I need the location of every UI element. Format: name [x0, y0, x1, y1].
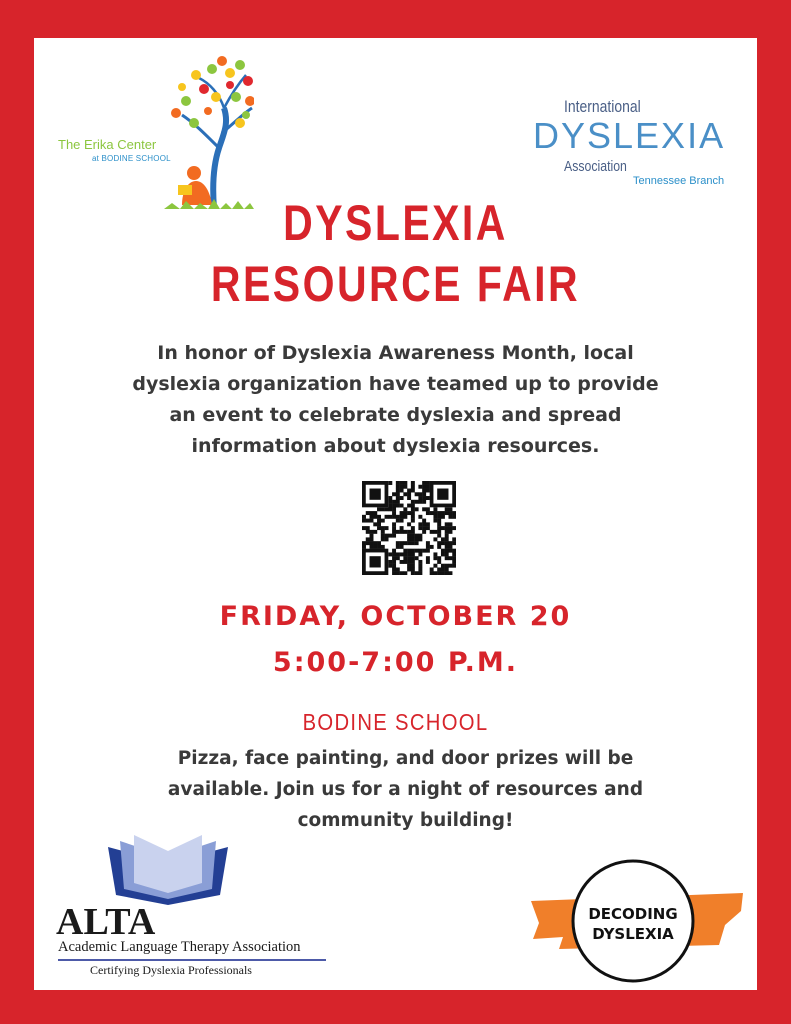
alta-logo	[56, 833, 356, 983]
intro-paragraph: In honor of Dyslexia Awareness Month, local dyslexia organization have teamed up to provide an event to celebrate dyslexia and spread information about dyslexia resources.	[132, 342, 659, 457]
alta-wordmark: ALTA	[56, 901, 156, 943]
alta-full-name: Academic Language Therapy Association	[58, 939, 301, 955]
alta-tagline: Certifying Dyslexia Professionals	[90, 963, 252, 977]
erika-center-name: The Erika Center	[58, 137, 157, 152]
qr-code-icon	[362, 481, 456, 575]
qr-code[interactable]	[362, 481, 456, 575]
alta-divider	[58, 959, 326, 961]
decoding-text: DECODING	[588, 905, 678, 923]
flyer-card	[34, 38, 757, 990]
title-line-2: RESOURCE FAIR	[210, 256, 581, 312]
dyslexia-text: DYSLEXIA	[592, 925, 674, 943]
event-venue: BODINE SCHOOL	[302, 709, 489, 735]
event-time: 5:00-7:00 P.M.	[272, 647, 519, 678]
ida-branch-text: Tennessee Branch	[633, 175, 725, 187]
event-details: Pizza, face painting, and door prizes will be available. Join us for a night of resources and community building!	[167, 748, 644, 831]
erika-center-logo	[54, 53, 254, 213]
event-date: FRIDAY, OCTOBER 20	[219, 601, 572, 632]
title-line-1: DYSLEXIA	[283, 195, 508, 251]
ida-dyslexia-text: DYSLEXIA	[533, 115, 726, 156]
ida-tennessee-logo	[522, 93, 742, 193]
erika-center-subtitle: at BODINE SCHOOL	[92, 154, 171, 163]
tree-icon	[54, 53, 254, 213]
ida-association-text: Association	[564, 158, 627, 175]
ida-international-text: International	[564, 97, 641, 116]
decoding-dyslexia-logo	[529, 853, 749, 983]
